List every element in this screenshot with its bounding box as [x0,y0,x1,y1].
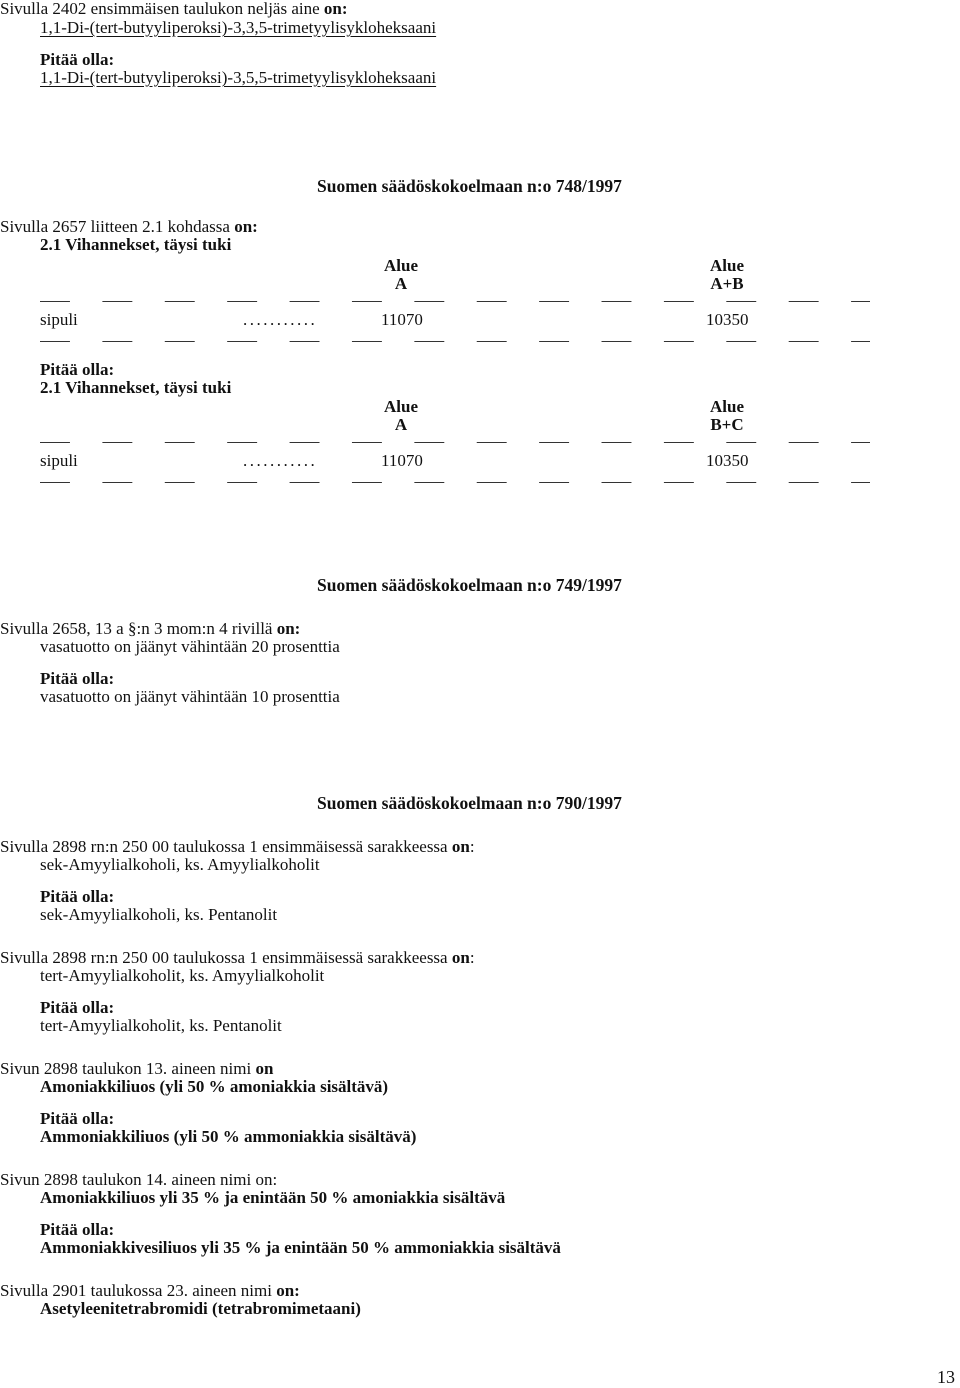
section-header-790: Suomen säädöskokoelmaan n:o 790/1997 [317,793,622,813]
correction-4a-intro: Sivulla 2898 rn:n 250 00 taulukossa 1 ensimmäisessä sarakkeessa on: [0,837,475,856]
correction-4d-right: Ammoniakkivesiliuos yli 35 % ja enintään 50 % ammoniakkia sisältävä [40,1238,561,1257]
correction-4a-right: sek-Amyylialkoholi, ks. Pentanolit [40,905,278,924]
pitaa-olla-label: Pitää olla: [40,1220,115,1239]
pitaa-olla-label: Pitää olla: [40,669,115,688]
correction-4b-wrong: tert-Amyylialkoholit, ks. Amyylialkoholit [40,966,325,985]
table-1-rule-bottom [40,341,870,342]
correction-3-intro: Sivulla 2658, 13 a §:n 3 mom:n 4 rivillä on: [0,619,301,638]
table-1-col1-header: Alue A [384,256,418,294]
table-2-rule-bottom [40,482,870,483]
pitaa-olla-label: Pitää olla: [40,887,115,906]
table-2-col2-header: Alue B+C [710,397,744,435]
correction-4e-intro: Sivulla 2901 taulukossa 23. aineen nimi on: [0,1281,300,1300]
table-1-row-leader: ........... [243,310,318,329]
table-2-rule-top [40,442,870,443]
table-2-row-val1: 11070 [381,451,423,470]
table-2-col1-header: Alue A [384,397,418,435]
page-number: 13 [937,1367,955,1387]
table-2-row-val2: 10350 [706,451,749,470]
correction-4e-wrong: Asetyleenitetrabromidi (tetrabromimetaani) [40,1299,361,1318]
correction-4d-intro: Sivun 2898 taulukon 14. aineen nimi on: [0,1170,278,1189]
correction-4c-right: Ammoniakkiliuos (yli 50 % ammoniakkia sisältävä) [40,1127,417,1146]
table-1-title: 2.1 Vihannekset, täysi tuki [40,235,232,254]
correction-2-intro: Sivulla 2657 liitteen 2.1 kohdassa on: [0,217,258,236]
correction-3-right: vasatuotto on jäänyt vähintään 10 prosenttia [40,687,340,706]
table-1-rule-top [40,301,870,302]
section-header-748: Suomen säädöskokoelmaan n:o 748/1997 [317,176,622,196]
pitaa-olla-label: Pitää olla: [40,360,115,379]
correction-4c-intro: Sivun 2898 taulukon 13. aineen nimi on [0,1059,274,1078]
table-1-col2-header: Alue A+B [710,256,744,294]
correction-3-wrong: vasatuotto on jäänyt vähintään 20 prosenttia [40,637,340,656]
pitaa-olla-label: Pitää olla: [40,1109,115,1128]
pitaa-olla-label: Pitää olla: [40,998,115,1017]
table-2-row-leader: ........... [243,451,318,470]
correction-4a-wrong: sek-Amyylialkoholi, ks. Amyylialkoholit [40,855,320,874]
correction-1-right: 1,1-Di-(tert-butyyliperoksi)-3,5,5-trimetyylisykloheksaani [40,68,437,87]
pitaa-olla-label: Pitää olla: [40,50,115,69]
table-2-row-label: sipuli [40,451,78,470]
table-1-row-label: sipuli [40,310,78,329]
table-2-title: 2.1 Vihannekset, täysi tuki [40,378,232,397]
section-header-749: Suomen säädöskokoelmaan n:o 749/1997 [317,575,622,595]
correction-4c-wrong: Amoniakkiliuos (yli 50 % amoniakkia sisältävä) [40,1077,389,1096]
correction-1-intro: Sivulla 2402 ensimmäisen taulukon neljäs aine on: [0,0,348,18]
table-1-row-val1: 11070 [381,310,423,329]
correction-4b-intro: Sivulla 2898 rn:n 250 00 taulukossa 1 ensimmäisessä sarakkeessa on: [0,948,475,967]
correction-4d-wrong: Amoniakkiliuos yli 35 % ja enintään 50 % amoniakkia sisältävä [40,1188,506,1207]
correction-1-wrong: 1,1-Di-(tert-butyyliperoksi)-3,3,5-trimetyylisykloheksaani [40,18,437,37]
table-1-row-val2: 10350 [706,310,749,329]
correction-4b-right: tert-Amyylialkoholit, ks. Pentanolit [40,1016,282,1035]
